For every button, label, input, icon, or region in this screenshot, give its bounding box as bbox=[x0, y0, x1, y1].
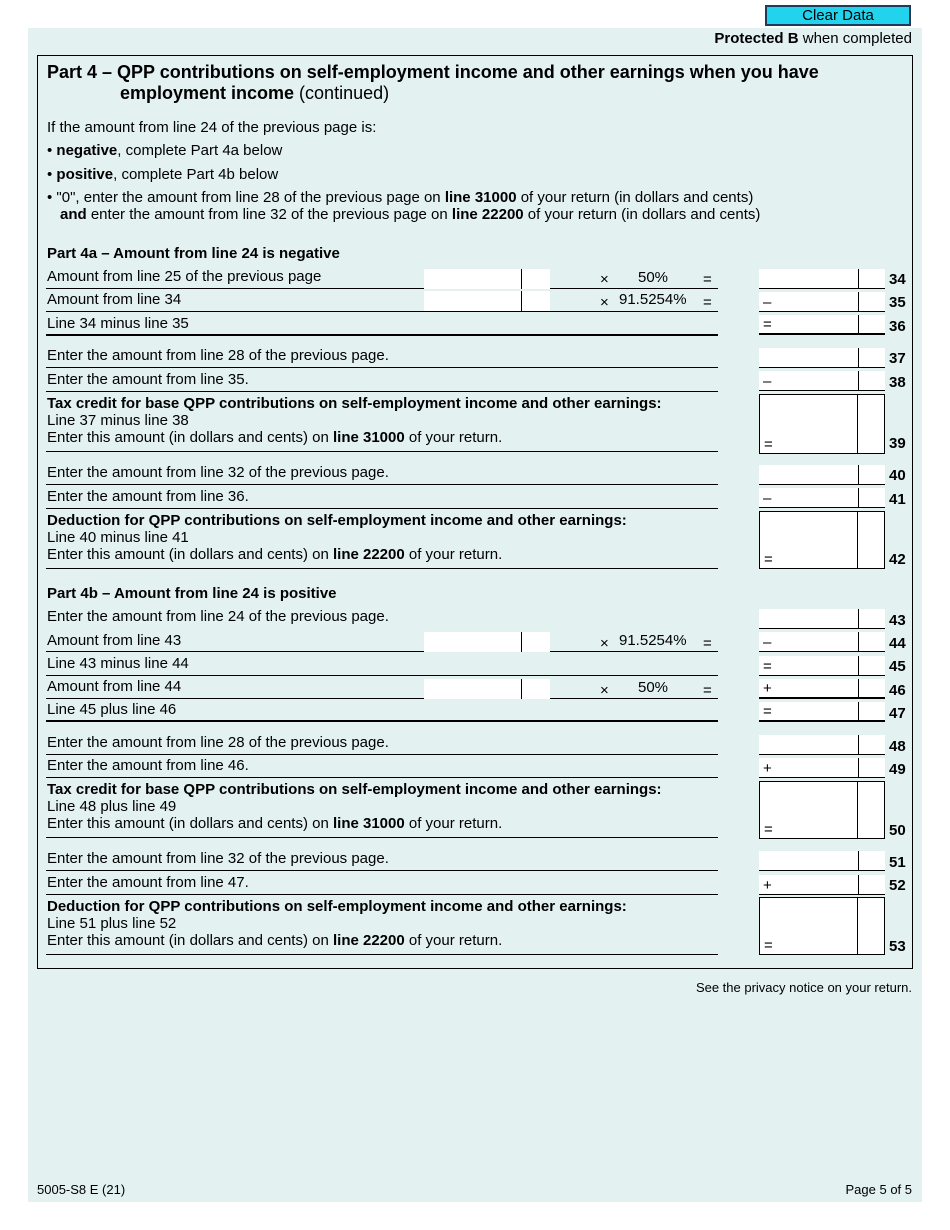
line-number-42: 42 bbox=[889, 551, 906, 568]
line35-rate: 91.5254% bbox=[619, 291, 687, 308]
line47-label: Line 45 plus line 46 bbox=[47, 701, 177, 718]
line45-label: Line 43 minus line 44 bbox=[47, 655, 189, 672]
line48-label: Enter the amount from line 28 of the previous page. bbox=[47, 734, 389, 751]
line40-label: Enter the amount from line 32 of the previous page. bbox=[47, 464, 389, 481]
page-title: Part 4 – QPP contributions on self-employment income and other earnings when you have employment income (continued) bbox=[47, 62, 819, 103]
line46-multiply: × bbox=[600, 682, 609, 699]
line52-rule bbox=[46, 874, 718, 895]
line-number-36: 36 bbox=[889, 318, 906, 335]
line46-equals: = bbox=[703, 682, 712, 699]
line-number-35: 35 bbox=[889, 294, 906, 311]
line35-multiply: × bbox=[600, 294, 609, 311]
line47-rule bbox=[46, 701, 718, 722]
line51-label: Enter the amount from line 32 of the previous page. bbox=[47, 850, 389, 867]
line34-rate: 50% bbox=[638, 269, 669, 286]
line50-result-input[interactable]: = bbox=[759, 781, 885, 839]
line-number-47: 47 bbox=[889, 705, 906, 722]
line39-result-input[interactable]: = bbox=[759, 394, 885, 454]
line39-label: Tax credit for base QPP contributions on self-employment income and other earnings: Line 37 minus line 38 Enter this amount (in dollars and cents) on line 31000 of your return. bbox=[47, 395, 662, 446]
line40-input[interactable] bbox=[759, 465, 885, 485]
form-code: 5005-S8 E (21) bbox=[37, 1182, 126, 1197]
line53-result-input[interactable]: = bbox=[759, 897, 885, 955]
line39-rule bbox=[46, 395, 718, 452]
line34-amount-input[interactable] bbox=[424, 269, 550, 289]
line35-rule bbox=[46, 291, 718, 312]
line51-input[interactable] bbox=[759, 851, 885, 871]
line-number-51: 51 bbox=[889, 854, 906, 871]
line44-result-input[interactable]: – bbox=[759, 632, 885, 652]
line53-label: Deduction for QPP contributions on self-employment income and other earnings: Line 51 plus line 52 Enter this amount (in dollars and cents) on line 22200 of your return. bbox=[47, 898, 627, 949]
line34-equals: = bbox=[703, 271, 712, 288]
line46-label: Amount from line 44 bbox=[47, 678, 182, 695]
line51-rule bbox=[46, 850, 718, 871]
intro-bullet-positive: • positive, complete Part 4b below bbox=[47, 166, 279, 183]
line42-result-input[interactable]: = bbox=[759, 511, 885, 569]
line52-input[interactable]: + bbox=[759, 875, 885, 895]
line-number-53: 53 bbox=[889, 938, 906, 955]
line40-rule bbox=[46, 464, 718, 485]
line50-label: Tax credit for base QPP contributions on self-employment income and other earnings: Line 48 plus line 49 Enter this amount (in dollars and cents) on line 31000 of your return. bbox=[47, 781, 662, 832]
privacy-notice: See the privacy notice on your return. bbox=[695, 980, 912, 995]
line-number-46: 46 bbox=[889, 682, 906, 699]
line37-label: Enter the amount from line 28 of the previous page. bbox=[47, 347, 389, 364]
line36-label: Line 34 minus line 35 bbox=[47, 315, 189, 332]
line43-label: Enter the amount from line 24 of the previous page. bbox=[47, 608, 389, 625]
line44-multiply: × bbox=[600, 635, 609, 652]
line36-rule bbox=[46, 315, 718, 336]
line-number-39: 39 bbox=[889, 435, 906, 452]
line45-rule bbox=[46, 655, 718, 676]
line-number-41: 41 bbox=[889, 491, 906, 508]
line49-label: Enter the amount from line 46. bbox=[47, 757, 249, 774]
line34-result-input[interactable] bbox=[759, 269, 885, 289]
line37-rule bbox=[46, 347, 718, 368]
line35-equals: = bbox=[703, 294, 712, 311]
line-number-50: 50 bbox=[889, 822, 906, 839]
line36-result-input[interactable]: = bbox=[759, 315, 885, 335]
line46-rate: 50% bbox=[638, 679, 669, 696]
line44-rule bbox=[46, 630, 718, 652]
line49-rule bbox=[46, 757, 718, 778]
line52-label: Enter the amount from line 47. bbox=[47, 874, 249, 891]
line42-rule bbox=[46, 512, 718, 569]
part4b-heading: Part 4b – Amount from line 24 is positive bbox=[47, 585, 337, 602]
part4a-heading: Part 4a – Amount from line 24 is negative bbox=[47, 245, 340, 262]
line-number-37: 37 bbox=[889, 350, 906, 367]
line34-multiply: × bbox=[600, 271, 609, 288]
line46-amount-input[interactable] bbox=[424, 679, 550, 699]
line35-result-input[interactable]: – bbox=[759, 292, 885, 312]
line45-input[interactable]: = bbox=[759, 656, 885, 676]
line-number-45: 45 bbox=[889, 658, 906, 675]
line48-input[interactable] bbox=[759, 735, 885, 755]
line44-rate: 91.5254% bbox=[619, 632, 687, 649]
line49-input[interactable]: + bbox=[759, 758, 885, 778]
line44-equals: = bbox=[703, 635, 712, 652]
line42-label: Deduction for QPP contributions on self-employment income and other earnings: Line 40 minus line 41 Enter this amount (in dollars and cents) on line 22200 of your return. bbox=[47, 512, 627, 563]
line53-rule bbox=[46, 898, 718, 955]
intro-bullet-zero: • "0", enter the amount from line 28 of the previous page on line 31000 of your return (in dollars and cents) and enter the amount from line 32 of the previous page on line 22200 of your return (in dollars and cents) bbox=[47, 189, 761, 223]
line38-label: Enter the amount from line 35. bbox=[47, 371, 249, 388]
line-number-43: 43 bbox=[889, 612, 906, 629]
intro-bullet-negative: • negative, complete Part 4a below bbox=[47, 142, 283, 159]
intro-text: If the amount from line 24 of the previous page is: bbox=[47, 119, 377, 136]
page-number: Page 5 of 5 bbox=[845, 1182, 912, 1197]
line34-rule bbox=[46, 268, 718, 289]
line34-label: Amount from line 25 of the previous page bbox=[47, 268, 322, 285]
line-number-38: 38 bbox=[889, 374, 906, 391]
protected-notice: Protected B when completed bbox=[714, 30, 912, 47]
line46-rule bbox=[46, 678, 718, 699]
line-number-40: 40 bbox=[889, 467, 906, 484]
line-number-44: 44 bbox=[889, 635, 906, 652]
line38-input[interactable]: – bbox=[759, 371, 885, 391]
line44-amount-input[interactable] bbox=[424, 632, 550, 652]
line35-label: Amount from line 34 bbox=[47, 291, 182, 308]
line50-rule bbox=[46, 781, 718, 838]
line41-input[interactable]: – bbox=[759, 488, 885, 508]
line46-result-input[interactable]: + bbox=[759, 679, 885, 699]
line-number-34: 34 bbox=[889, 271, 906, 288]
line48-rule bbox=[46, 734, 718, 755]
line-number-48: 48 bbox=[889, 738, 906, 755]
line47-result-input[interactable]: = bbox=[759, 702, 885, 722]
line41-label: Enter the amount from line 36. bbox=[47, 488, 249, 505]
line41-rule bbox=[46, 488, 718, 509]
clear-data-button[interactable]: Clear Data bbox=[765, 5, 911, 26]
line38-rule bbox=[46, 371, 718, 392]
line44-label: Amount from line 43 bbox=[47, 632, 182, 649]
line-number-52: 52 bbox=[889, 877, 906, 894]
line37-input[interactable] bbox=[759, 348, 885, 368]
line35-amount-input[interactable] bbox=[424, 291, 550, 311]
line43-input[interactable] bbox=[759, 609, 885, 629]
line-number-49: 49 bbox=[889, 761, 906, 778]
